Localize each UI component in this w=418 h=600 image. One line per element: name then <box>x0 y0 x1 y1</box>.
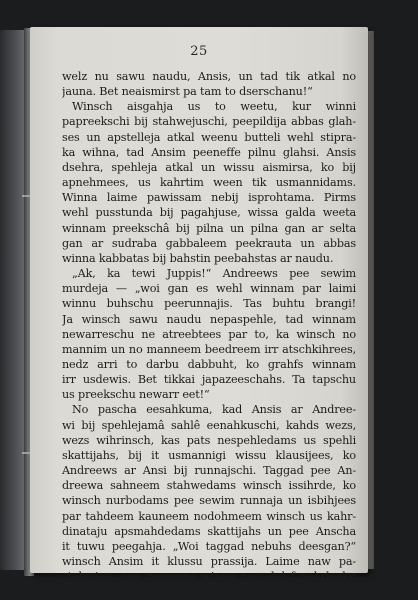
text-line: us preekschu newarr eet!“ <box>62 388 210 402</box>
text-line: murdeja — „woi gan es wehl winnam par laimi <box>62 282 356 296</box>
text-line: Winsch aisgahja us to weetu, kur winni <box>72 100 356 114</box>
text-line: winsch nurbodams pee sewim runnaja un isbihjees <box>62 494 356 508</box>
binding-stitch <box>22 452 30 454</box>
text-line: papreekschi bij stahwejuschi, peepildija abbas glah- <box>62 115 356 129</box>
text-line: it tuwu peegahja. „Woi taggad nebuhs deesgan?“ <box>62 539 356 553</box>
text-line: No pascha eesahkuma, kad Ansis ar Andree- <box>72 403 356 417</box>
body-text <box>62 69 356 584</box>
text-line: gan ar sudraba gabbaleem peekrauta un abbas <box>62 236 356 250</box>
text-line: par tahdeem kauneem nodohmeem winsch us kahr- <box>62 509 356 523</box>
text-line: nedz arri to darbu dabbuht, ko grahfs winnam <box>62 357 356 371</box>
text-line: stahwiga, pee neweena winna nemehdsf pahrleeku <box>62 570 356 584</box>
text-line: dinataju apsmahdedams skattijahs un pee Anscha <box>62 524 356 538</box>
text-line: skattijahs, bij it usmannigi wissu klausijees, ko <box>62 448 356 462</box>
binding-stitch <box>22 195 30 197</box>
page-block-edge <box>368 31 374 569</box>
text-line: winnam preekschâ bij pilna un pilna gan ar selta <box>62 221 356 235</box>
text-line: irr usdewis. Bet tikkai japazeeschahs. Ta tapschu <box>62 373 356 387</box>
page-number: 25 <box>190 44 208 59</box>
text-line: winnu buhschu peerunnajis. Tas buhtu brangi! <box>62 297 356 311</box>
text-line: winsch Ansim it klussu prassija. Laime naw pa- <box>62 555 356 568</box>
text-line: ses un apstelleja atkal weenu butteli wehl stipra- <box>62 130 356 144</box>
text-line: dsehra, spehleja atkal un wissu aismirsa, ko bij <box>62 160 356 174</box>
text-line: apnehmees, us kahrtim ween tik usmannidams. <box>62 176 356 190</box>
text-line: „Ak, ka tewi Juppis!“ Andreews pee sewim <box>72 267 356 281</box>
text-line: dreewa sahneem stahwedams winsch issihrde, ko <box>62 479 356 493</box>
text-line: winna kabbatas bij bahstin peebahstas ar naudu. <box>62 251 334 265</box>
text-line: newarreschu ne atreebtees par to, ka winsch no <box>62 327 356 341</box>
text-line: Winna laime pawissam nebij isprohtama. Pirms <box>62 191 356 205</box>
text-line: Andreews ar Ansi bij runnajschi. Taggad pee An- <box>62 464 356 478</box>
text-line: mannim un no manneem beedreem irr atschkihrees, <box>62 342 356 356</box>
text-line: wehl pusstunda bij pagahjuse, wissa galda weeta <box>62 206 356 220</box>
text-line: Ja winsch sawu naudu nepaspehle, tad winnam <box>62 312 356 326</box>
text-line: jauna. Bet neaismirst pa tam to dserschanu!“ <box>62 85 313 99</box>
text-line: wi bij spehlejamâ sahlê eenahkuschi, kahds wezs, <box>62 418 356 432</box>
text-line: wezs wihrinsch, kas pats nespehledams us spehli <box>62 433 356 447</box>
text-line: welz nu sawu naudu, Ansis, un tad tik atkal no <box>62 70 356 83</box>
text-line: ka wihna, tad Ansim peeneffe pilnu glahsi. Ansis <box>62 145 356 159</box>
book-page <box>30 27 368 584</box>
